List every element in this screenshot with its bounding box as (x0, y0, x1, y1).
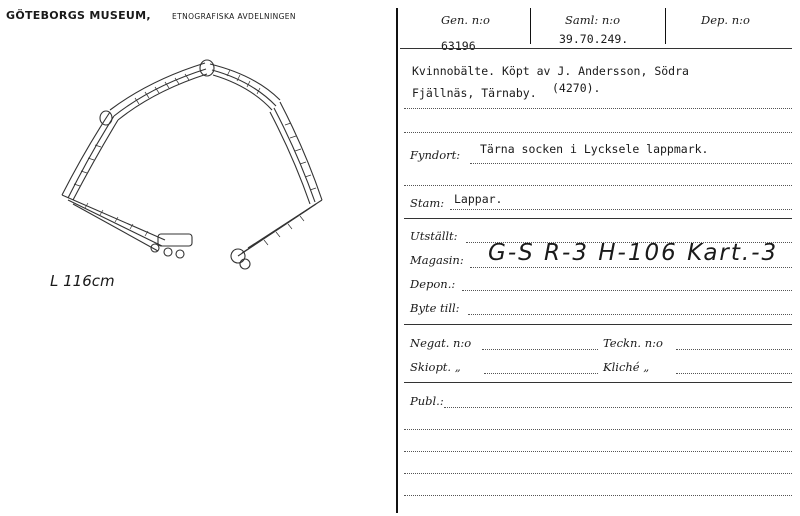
byte-label: Byte till: (410, 301, 460, 315)
length-note: L 116cm (50, 272, 115, 290)
rule-publ-5 (404, 495, 792, 496)
magasin-value: G-S R-3 H-106 Kart.-3 (488, 240, 779, 266)
rule-fyndort-2 (404, 185, 792, 186)
teckn-label: Teckn. n:o (603, 336, 663, 350)
stam-label: Stam: (410, 196, 445, 210)
gen-value: 63196 (441, 39, 476, 53)
stam-value: Lappar. (454, 192, 503, 206)
rule-magasin (470, 267, 792, 268)
saml-label: Saml: n:o (565, 13, 621, 27)
description-ref: (4270). (552, 81, 601, 95)
publ-label: Publ.: (410, 394, 444, 408)
rule-teckn (676, 349, 792, 350)
rule-skiopt (484, 373, 598, 374)
card-divider (396, 8, 398, 513)
utstallt-label: Utställt: (410, 229, 458, 243)
gen-label: Gen. n:o (441, 13, 490, 27)
description-line2: Fjällnäs, Tärnaby. (412, 86, 537, 100)
rule-section (404, 218, 792, 219)
col-divider-2 (665, 8, 666, 44)
fyndort-value: Tärna socken i Lycksele lappmark. (480, 142, 709, 156)
description-line1: Kvinnobälte. Köpt av J. Andersson, Södra (412, 64, 689, 78)
rule-section-3 (404, 382, 792, 383)
rule-desc (404, 108, 792, 109)
rule-publ-3 (404, 451, 792, 452)
skiopt-label: Skiopt. „ (410, 360, 461, 374)
museum-name: GÖTEBORGS MUSEUM, (6, 9, 151, 22)
depon-label: Depon.: (410, 277, 456, 291)
negat-label: Negat. n:o (410, 336, 472, 350)
rule-negat (482, 349, 598, 350)
fyndort-label: Fyndort: (410, 148, 461, 162)
rule-stam (450, 209, 792, 210)
kliche-label: Kliché „ (603, 360, 650, 374)
magasin-label: Magasin: (410, 253, 464, 267)
rule-publ-1 (444, 407, 792, 408)
saml-value: 39.70.249. (559, 32, 629, 46)
rule-fyndort (470, 163, 792, 164)
rule-depon (462, 290, 792, 291)
rule-top (400, 48, 792, 49)
rule-desc-2 (404, 132, 792, 133)
rule-section-2 (404, 324, 792, 325)
rule-byte (468, 314, 792, 315)
rule-publ-2 (404, 429, 792, 430)
department-name: ETNOGRAFISKA AVDELNINGEN (172, 12, 296, 21)
rule-publ-4 (404, 473, 792, 474)
col-divider-1 (530, 8, 531, 44)
rule-kliche (676, 373, 792, 374)
belt-sketch (40, 50, 340, 280)
dep-label: Dep. n:o (701, 13, 750, 27)
